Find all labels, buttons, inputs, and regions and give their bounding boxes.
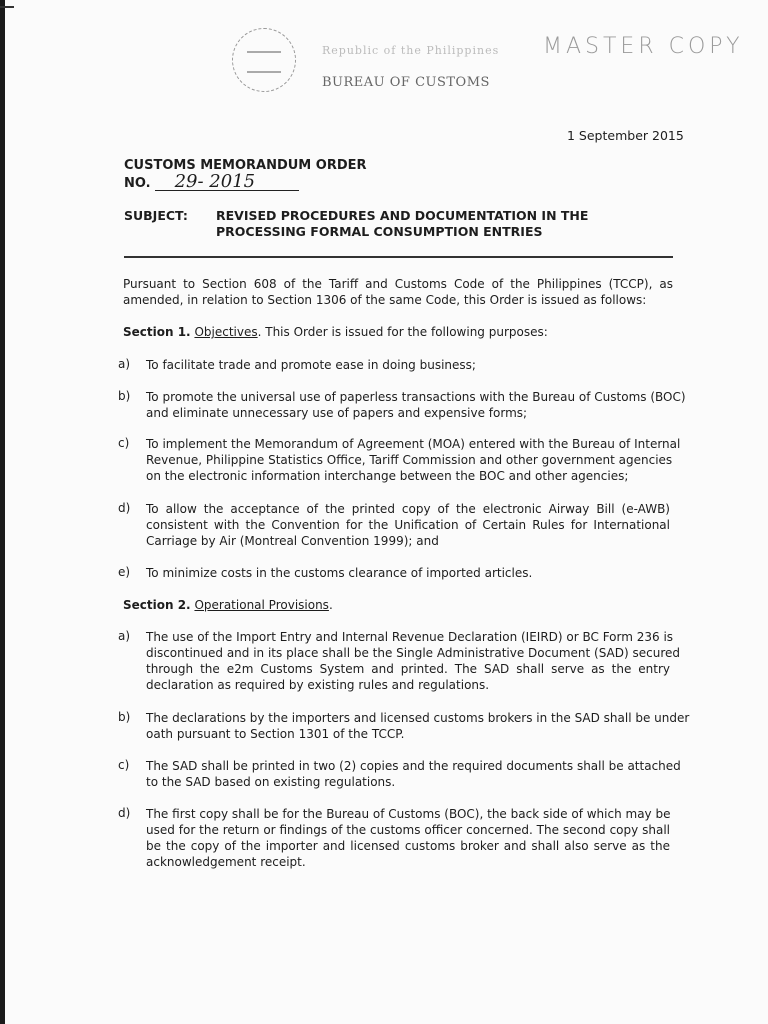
bureau-heading: BUREAU OF CUSTOMS (322, 75, 490, 90)
text-line: on the electronic information interchange between the BOC and other agencies; (146, 469, 629, 483)
order-number (124, 171, 299, 192)
text-line: and eliminate unnecessary use of papers and expensive forms; (146, 406, 528, 420)
section-2-heading (123, 597, 333, 613)
text-line: The declarations by the importers and licensed customs brokers in the SAD shall be under (146, 711, 690, 725)
text-line: Carriage by Air (Montreal Convention 1999); and (146, 534, 439, 548)
scan-edge (0, 0, 5, 1024)
text-line: be the copy of the importer and licensed customs broker and shall also serve as the (146, 839, 670, 853)
item-marker: a) (118, 629, 131, 643)
text-line: To minimize costs in the customs clearance of imported articles. (146, 566, 533, 580)
text-line: used for the return or findings of the customs officer concerned. The second copy shall (146, 823, 670, 837)
republic-heading: Republic of the Philippines (322, 44, 500, 57)
text-line: acknowledgement receipt. (146, 855, 306, 869)
item-marker: c) (118, 436, 130, 450)
item-marker: c) (118, 758, 130, 772)
text-line: To implement the Memorandum of Agreement (MOA) entered with the Bureau of Internal (146, 437, 681, 451)
section-2-item (146, 710, 690, 742)
section-2-item (146, 758, 681, 790)
text-line: To promote the universal use of paperless transactions with the Bureau of Customs (BOC) (146, 390, 686, 404)
text-line: The use of the Import Entry and Internal Revenue Declaration (IEIRD) or BC Form 236 is (146, 630, 674, 644)
section-2-item (146, 806, 670, 870)
item-marker: a) (118, 357, 131, 371)
text-line: The first copy shall be for the Bureau of Customs (BOC), the back side of which may be (146, 807, 671, 821)
text-line: To allow the acceptance of the printed copy of the electronic Airway Bill (e-AWB) (146, 502, 670, 516)
text-line: to the SAD based on existing regulations. (146, 775, 396, 789)
item-marker: b) (118, 389, 131, 403)
section-title: Objectives (194, 325, 258, 339)
text-line: consistent with the Convention for the Unification of Certain Rules for International (146, 518, 670, 532)
text-line: oath pursuant to Section 1301 of the TCCP. (146, 727, 405, 741)
text-line: The SAD shall be printed in two (2) copies and the required documents shall be attached (146, 759, 681, 773)
section-label: Section 1. (123, 325, 191, 339)
text-line: Pursuant to Section 608 of the Tariff and Customs Code of the Philippines (TCCP), as (123, 277, 673, 291)
document-date: 1 September 2015 (567, 128, 684, 143)
master-copy-stamp: MASTER COPY (543, 34, 744, 59)
section-1-item (146, 565, 670, 581)
intro-paragraph (123, 276, 673, 308)
item-marker: e) (118, 565, 131, 579)
order-number-label: NO. (124, 176, 151, 191)
section-lead: . (328, 598, 333, 612)
item-marker: b) (118, 710, 131, 724)
text-line: discontinued and in its place shall be the Single Administrative Document (SAD) secured (146, 646, 680, 660)
section-2-item (146, 629, 680, 693)
item-marker: d) (118, 501, 131, 515)
section-1-heading (123, 324, 548, 340)
subject-label: SUBJECT: (124, 208, 188, 223)
section-title: Operational Provisions (194, 598, 329, 612)
text-line: amended, in relation to Section 1306 of the same Code, this Order is issued as follows: (123, 293, 647, 307)
section-1-item (146, 436, 681, 484)
section-1-item (146, 389, 686, 421)
order-number-value: 29- 2015 (155, 174, 299, 191)
section-1-item (146, 501, 670, 549)
section-1-item (146, 357, 670, 373)
subject-text: REVISED PROCEDURES AND DOCUMENTATION IN THE PROCESSING FORMAL CONSUMPTION ENTRIES (216, 208, 589, 239)
item-marker: d) (118, 806, 131, 820)
bureau-seal-icon (232, 28, 296, 92)
section-label: Section 2. (123, 598, 191, 612)
text-line: To facilitate trade and promote ease in doing business; (146, 358, 476, 372)
scan-mark (0, 6, 14, 8)
text-line: through the e2m Customs System and printed. The SAD shall serve as the entry (146, 662, 670, 676)
text-line: declaration as required by existing rules and regulations. (146, 678, 490, 692)
section-lead: . This Order is issued for the following purposes: (257, 325, 548, 339)
divider (124, 256, 673, 258)
order-title: CUSTOMS MEMORANDUM ORDER (124, 158, 367, 173)
text-line: Revenue, Philippine Statistics Office, Tariff Commission and other government agencies (146, 453, 673, 467)
